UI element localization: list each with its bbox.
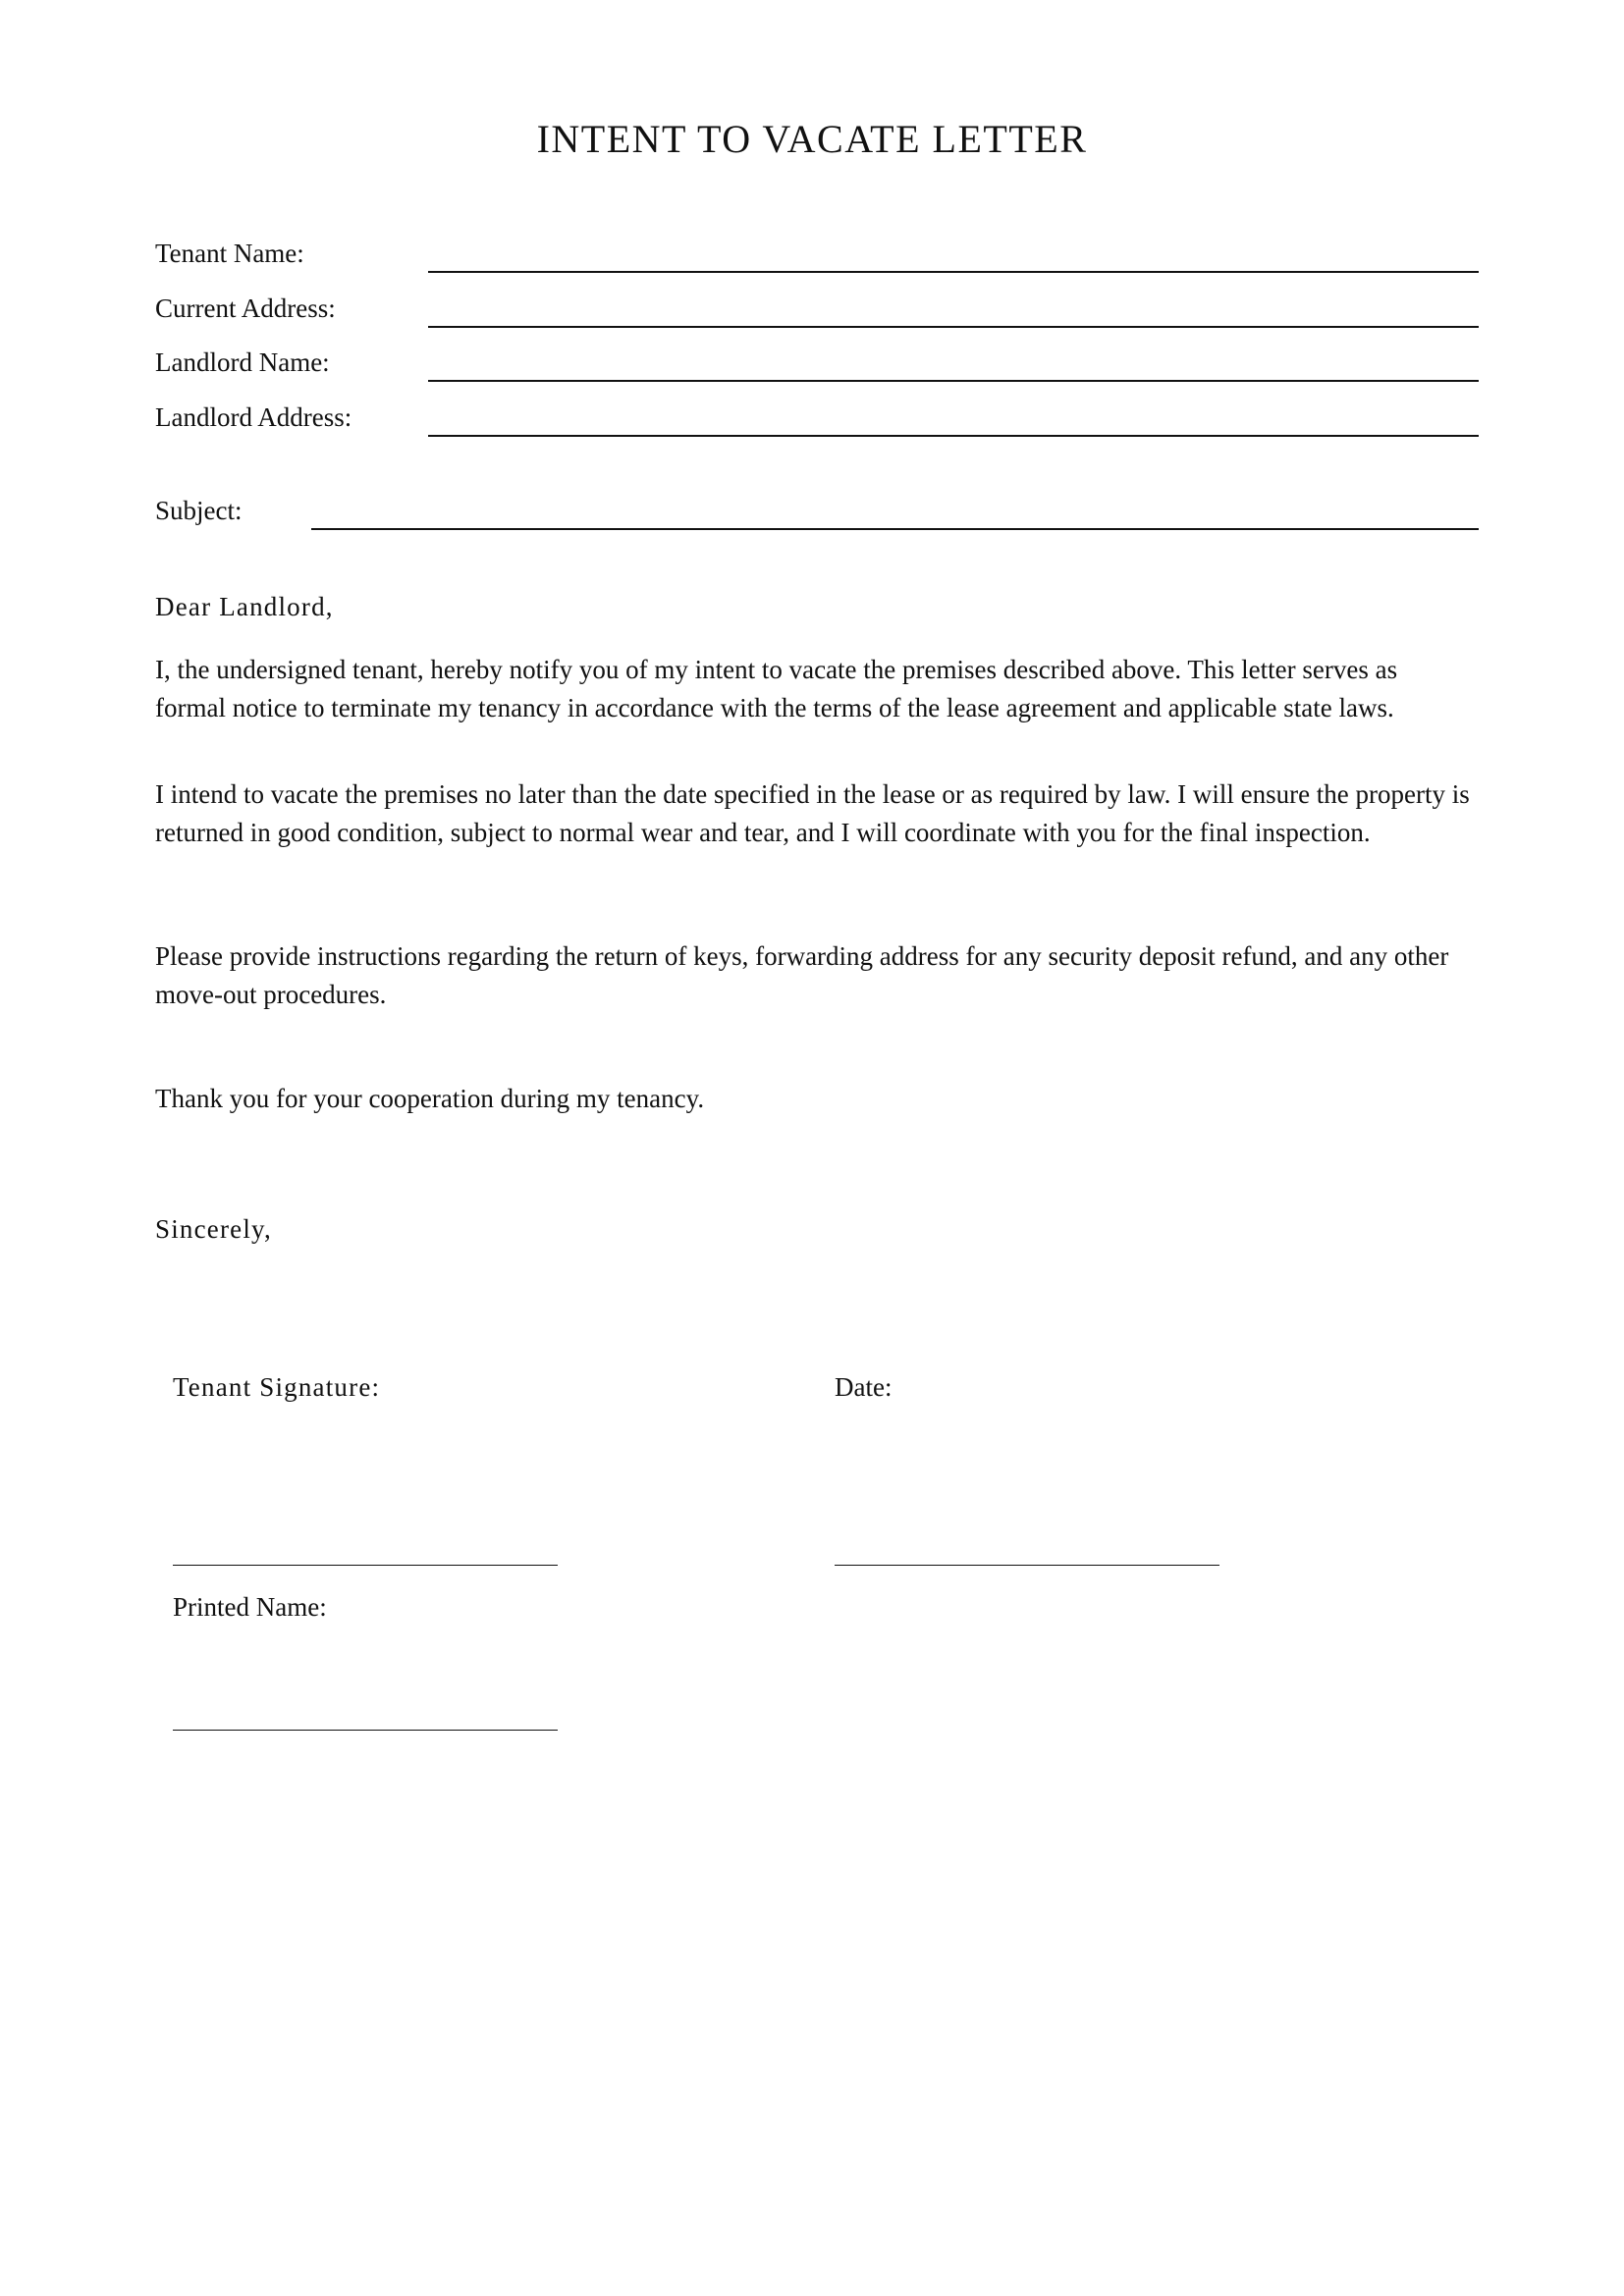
body-paragraph-4: Thank you for your cooperation during my tenancy. [155,1084,705,1113]
landlord-name-label: Landlord Name: [155,347,330,377]
printed-name-line[interactable] [173,1730,558,1731]
document-title: INTENT TO VACATE LETTER [536,117,1088,161]
body-paragraph-2: I intend to vacate the premises no later than the date specified in the lease or as required by law. I will ensure the property is returned in good condition, subject to normal wear and tear, and I will coordinate with you for the final inspection. [155,779,1470,847]
tenant-signature-line[interactable] [173,1565,558,1566]
closing: Sincerely, [155,1214,272,1244]
printed-name-label: Printed Name: [173,1592,327,1622]
landlord-address-field[interactable] [428,435,1479,437]
current-address-label: Current Address: [155,294,336,323]
tenant-signature-label: Tenant Signature: [173,1372,381,1402]
salutation: Dear Landlord, [155,592,334,621]
subject-field[interactable] [311,528,1479,530]
landlord-name-field[interactable] [428,380,1479,382]
landlord-address-label: Landlord Address: [155,402,352,432]
date-line[interactable] [835,1565,1219,1566]
body-paragraph-3: Please provide instructions regarding the return of keys, forwarding address for any security deposit refund, and any other move-out procedures. [155,941,1449,1009]
tenant-name-field[interactable] [428,271,1479,273]
date-label: Date: [835,1372,893,1402]
body-paragraph-1: I, the undersigned tenant, hereby notify you of my intent to vacate the premises described above. This letter serves as formal notice to terminate my tenancy in accordance with the terms of the lease agreement and applicable state laws. [155,655,1398,722]
subject-label: Subject: [155,496,243,525]
current-address-field[interactable] [428,326,1479,328]
tenant-name-label: Tenant Name: [155,239,304,268]
